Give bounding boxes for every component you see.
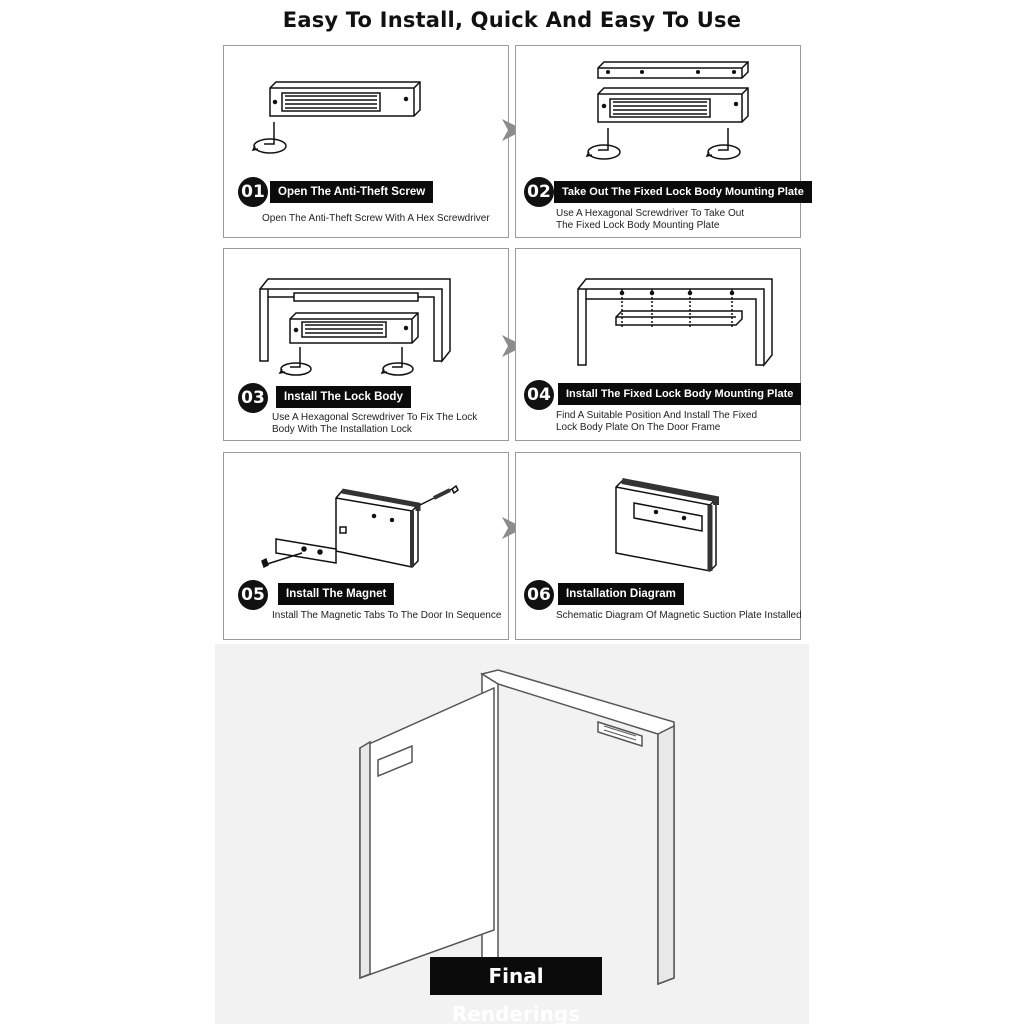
step-panel-02 bbox=[515, 45, 804, 238]
step-number-badge: 03 bbox=[238, 383, 268, 413]
step-panel-04 bbox=[515, 248, 801, 441]
step-description: Install The Magnetic Tabs To The Door In Sequence bbox=[272, 610, 502, 621]
step-number-badge: 01 bbox=[238, 177, 268, 207]
step-title-label: Installation Diagram bbox=[558, 583, 684, 605]
step-number-badge: 05 bbox=[238, 580, 268, 610]
step-description-line: The Fixed Lock Body Mounting Plate bbox=[556, 220, 720, 231]
step-number-badge: 04 bbox=[524, 380, 554, 410]
step-panel-03 bbox=[223, 248, 509, 441]
step-description-line: Lock Body Plate On The Door Frame bbox=[556, 422, 721, 433]
step-panel-01 bbox=[223, 45, 509, 238]
step-number-badge: 06 bbox=[524, 580, 554, 610]
step-number-badge: 02 bbox=[524, 177, 554, 207]
step-description bbox=[272, 412, 477, 436]
step-panel-05 bbox=[223, 452, 509, 640]
step-description: Schematic Diagram Of Magnetic Suction Plate Installed bbox=[556, 610, 802, 621]
step-panel-06 bbox=[515, 452, 801, 640]
step-description bbox=[556, 208, 744, 232]
step-title-label: Install The Magnet bbox=[278, 583, 394, 605]
magnetic-lock-illustration bbox=[224, 46, 510, 239]
page-title: Easy To Install, Quick And Easy To Use bbox=[282, 8, 742, 32]
final-renderings-label: Final Renderings bbox=[430, 957, 602, 995]
step-title-label: Install The Lock Body bbox=[276, 386, 411, 408]
step-description-line: Find A Suitable Position And Install The Fixed bbox=[556, 410, 758, 421]
step-title-label: Open The Anti-Theft Screw bbox=[270, 181, 433, 203]
step-description-line: Use A Hexagonal Screwdriver To Take Out bbox=[556, 208, 745, 219]
step-description bbox=[556, 410, 757, 434]
step-description-line: Use A Hexagonal Screwdriver To Fix The Lock bbox=[272, 412, 478, 423]
step-description-line: Body With The Installation Lock bbox=[272, 424, 412, 435]
step-title-label: Install The Fixed Lock Body Mounting Plate bbox=[558, 383, 801, 405]
step-title-label: Take Out The Fixed Lock Body Mounting Plate bbox=[554, 181, 812, 203]
step-description: Open The Anti-Theft Screw With A Hex Screwdriver bbox=[262, 213, 490, 224]
